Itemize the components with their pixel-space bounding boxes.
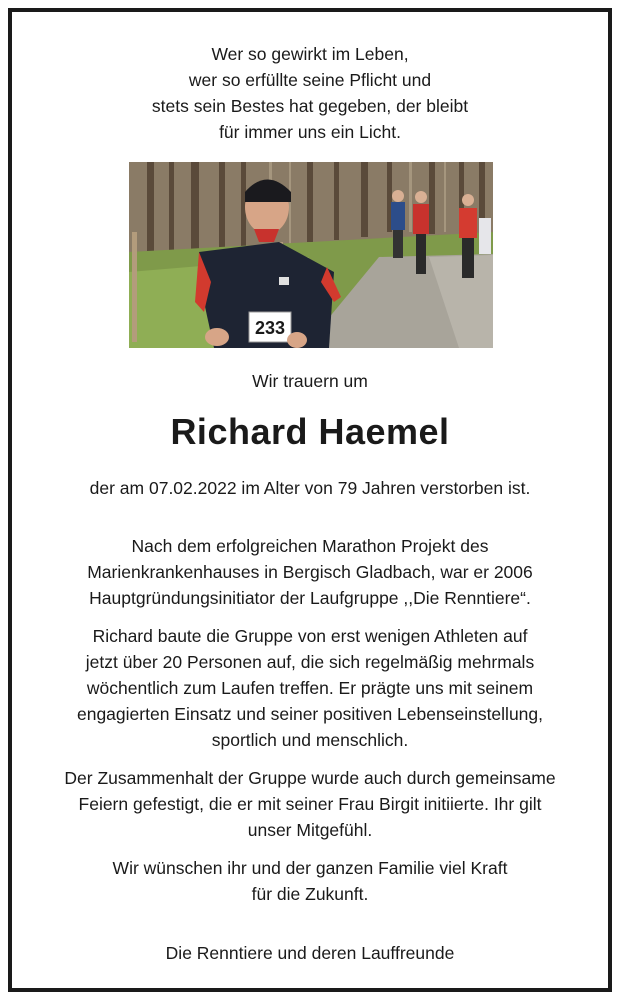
mourning-intro: Wir trauern um [252,371,368,391]
paragraph [12,533,608,611]
paragraph-line: engagierten Einsatz und seiner positiven Lebenseinstellung, [76,704,543,724]
obituary-frame [8,8,612,992]
paragraph-line: für die Zukunft. [251,884,369,904]
signature: Die Renntiere und deren Lauffreunde [165,943,455,963]
runner-photo [129,162,493,348]
memorial-poem [12,41,608,145]
paragraph [12,855,608,907]
poem-line: für immer uns ein Licht. [219,122,401,142]
paragraph-line: Feiern gefestigt, die er mit seiner Frau Birgit initiierte. Ihr gilt [78,794,542,814]
death-notice: der am 07.02.2022 im Alter von 79 Jahren verstorben ist. [89,478,531,498]
runner-bib-number: 233 [254,318,286,338]
paragraph-line: jetzt über 20 Personen auf, die sich regelmäßig mehrmals [85,652,535,672]
paragraph-line: wöchentlich zum Laufen treffen. Er prägte uns mit seinem [86,678,534,698]
paragraph-line: Wir wünschen ihr und der ganzen Familie viel Kraft [112,858,508,878]
paragraph [12,765,608,843]
paragraph-line: unser Mitgefühl. [247,820,373,840]
deceased-name: Richard Haemel [170,411,450,452]
paragraph-line: Hauptgründungsinitiator der Laufgruppe ,,Die Renntiere“. [89,588,531,608]
poem-line: stets sein Bestes hat gegeben, der bleibt [151,96,469,116]
poem-line: Wer so gewirkt im Leben, [211,44,409,64]
paragraph-line: Marienkrankenhauses in Bergisch Gladbach, war er 2006 [87,562,533,582]
paragraph-line: sportlich und menschlich. [211,730,409,750]
paragraph-line: Nach dem erfolgreichen Marathon Projekt des [131,536,489,556]
paragraph-line: Richard baute die Gruppe von erst wenigen Athleten auf [92,626,528,646]
paragraph [12,623,608,753]
paragraph-line: Der Zusammenhalt der Gruppe wurde auch durch gemeinsame [64,768,556,788]
poem-line: wer so erfüllte seine Pflicht und [188,70,432,90]
